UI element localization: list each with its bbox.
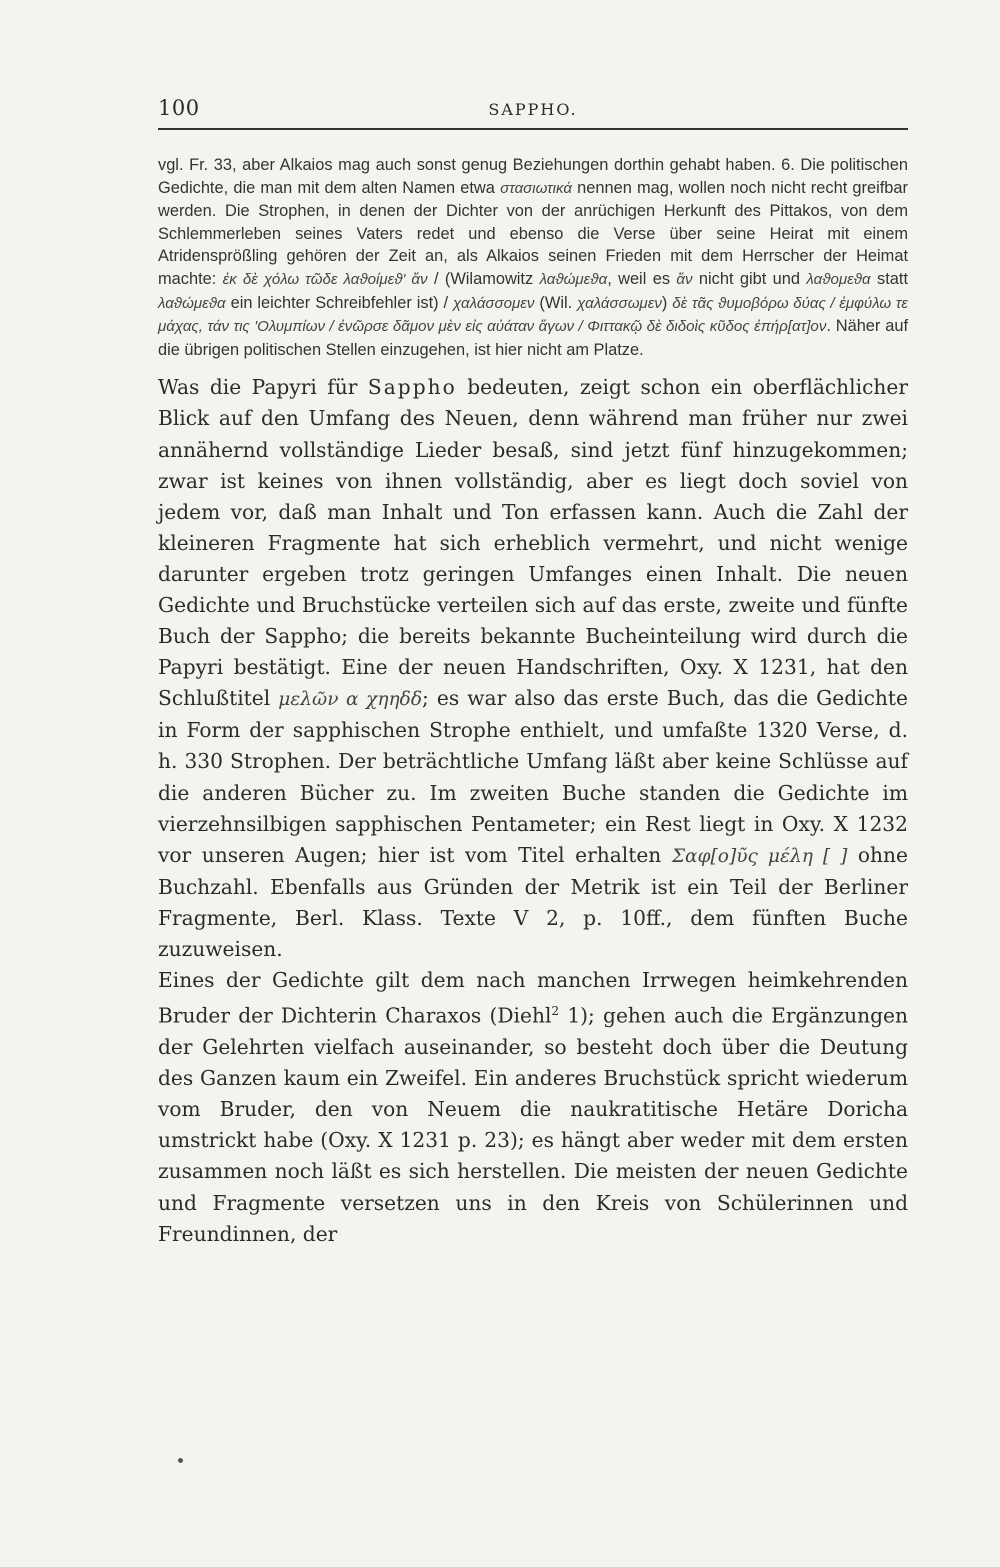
- running-head: [158, 96, 908, 130]
- footnote-paragraph: vgl. Fr. 33, aber Alkaios mag auch sonst genug Beziehungen dorthin gehabt haben. 6. Die politischen Gedichte, die man mit dem alten Namen etwa στασιωτικά nennen mag, wollen noch nicht recht greifbar werden. Die Strophen, in denen der Dichter von der anrüchigen Herkunft des Pittakos, von dem Schlemmerleben seines Vaters redet und ebenso die Verse über seine Heirat mit einem Atridensprößling gehören der Zeit an, als Alkaios seinen Frieden mit dem Herrscher der Heimat machte: ἐκ δὲ χόλω τῶδε λαϑοίμεϑ' ἄν / (Wilamowitz λαϑώμεϑα, weil es ἄν nicht gibt und λαϑομεϑα statt λαϑώμεϑα ein leichter Schreibfehler ist) / χαλάσσομεν (Wil. χαλάσσωμεν) δὲ τᾶς ϑυμοβόρω δύας / ἐμφύλω τε μάχας, τάν τις 'Ολυμπίων / ἐνῶρσε δᾶμον μὲν εἰς αὐάταν ἄγων / Φιττακῷ δὲ διδοὶς κῦδος ἐπήρ[ατ]ον. Näher auf die übrigen politischen Stellen einzugehen, ist hier nicht am Platze.: [158, 156, 909, 359]
- greek-term: στασιωτικά: [500, 179, 572, 197]
- speck: [178, 1458, 183, 1463]
- running-title: SAPPHO.: [488, 100, 578, 119]
- spaced-name: Sappho: [367, 375, 457, 400]
- body-paragraph: Eines der Gedichte gilt dem nach manchen Irrwegen heimkehrenden Bruder der Dichterin Charaxos (Diehl$^2$ 1); gehen auch die Ergänzungen der Gelehrten vielfach auseinander, so besteht doch über die Deutung des Ganzen kaum ein Zweifel. Ein anderes Bruchstück spricht wiederum vom Bruder, den von Neuem die naukratitische Hetäre Doricha umstrickt habe (Oxy. X 1231 p. 23); es hängt aber weder mit dem ersten zusammen noch läßt es sich herstellen. Die meisten der neuen Gedichte und Fragmente versetzen uns in den Kreis von Schülerinnen und Freundinnen, der: [158, 968, 908, 1246]
- superscript: 2: [551, 1004, 560, 1019]
- greek-title: Σαφ[ο]ῦς μέλη [ ]: [671, 845, 848, 867]
- footnote: [158, 154, 908, 361]
- greek-quote: δὲ τᾶς ϑυμοβόρω δύας / ἐμφύλω τε μάχας, τάν τις 'Ολυμπίων / ἐνῶρσε δᾶμον μὲν εἰς αὐάταν ἄγων / Φιττακῷ δὲ διδοὶς κῦδος ἐπήρ[ατ]ον: [158, 294, 909, 336]
- body-paragraph: Was die Papyri für Sappho bedeuten, zeigt schon ein oberflächlicher Blick auf den Umfang des Neuen, denn während man früher nur zwei annähernd vollständige Lieder besaß, sind jetzt fünf hinzugekommen; zwar ist keines von ihnen vollständig, aber es liegt doch soviel von jedem vor, daß man Inhalt und Ton erfassen kann. Auch die Zahl der kleineren Fragmente hat sich erheblich vermehrt, und nicht wenige darunter ergeben trotz geringen Umfanges einen Inhalt. Die neuen Gedichte und Bruchstücke verteilen sich auf das erste, zweite und fünfte Buch der Sappho; die bereits bekannte Bucheinteilung wird durch die Papyri bestätigt. Eine der neuen Handschriften, Oxy. X 1231, hat den Schlußtitel μελῶν α χηηδδ; es war also das erste Buch, das die Gedichte in Form der sapphischen Strophe enthielt, und umfaßte 1320 Verse, d. h. 330 Strophen. Der beträchtliche Umfang läßt aber keine Schlüsse auf die anderen Bücher zu. Im zweiten Buche standen die Gedichte im vierzehnsilbigen sapphischen Pentameter; ein Rest liegt in Oxy. X 1232 vor unseren Augen; hier ist vom Titel erhalten Σαφ[ο]ῦς μέλη [ ] ohne Buchzahl. Ebenfalls aus Gründen der Metrik ist ein Teil der Berliner Fragmente, Berl. Klass. Texte V 2, p. 10ff., dem fünften Buche zuzuweisen.: [158, 375, 909, 962]
- greek-quote: ἐκ δὲ χόλω τῶδε λαϑοίμεϑ' ἄν: [222, 270, 428, 288]
- greek-term: χαλάσσωμεν: [577, 294, 662, 312]
- greek-term: χαλάσσομεν: [453, 294, 535, 312]
- greek-title: μελῶν α χηηδδ: [278, 689, 423, 711]
- page: [158, 96, 908, 1250]
- greek-term: λαϑώμεϑα: [539, 270, 608, 288]
- main-text: [158, 372, 908, 1249]
- greek-term: ἄν: [676, 270, 693, 288]
- greek-term: λαϑώμεϑα: [158, 294, 226, 312]
- greek-term: λαϑομεϑα: [806, 270, 871, 288]
- page-number: 100: [158, 96, 200, 120]
